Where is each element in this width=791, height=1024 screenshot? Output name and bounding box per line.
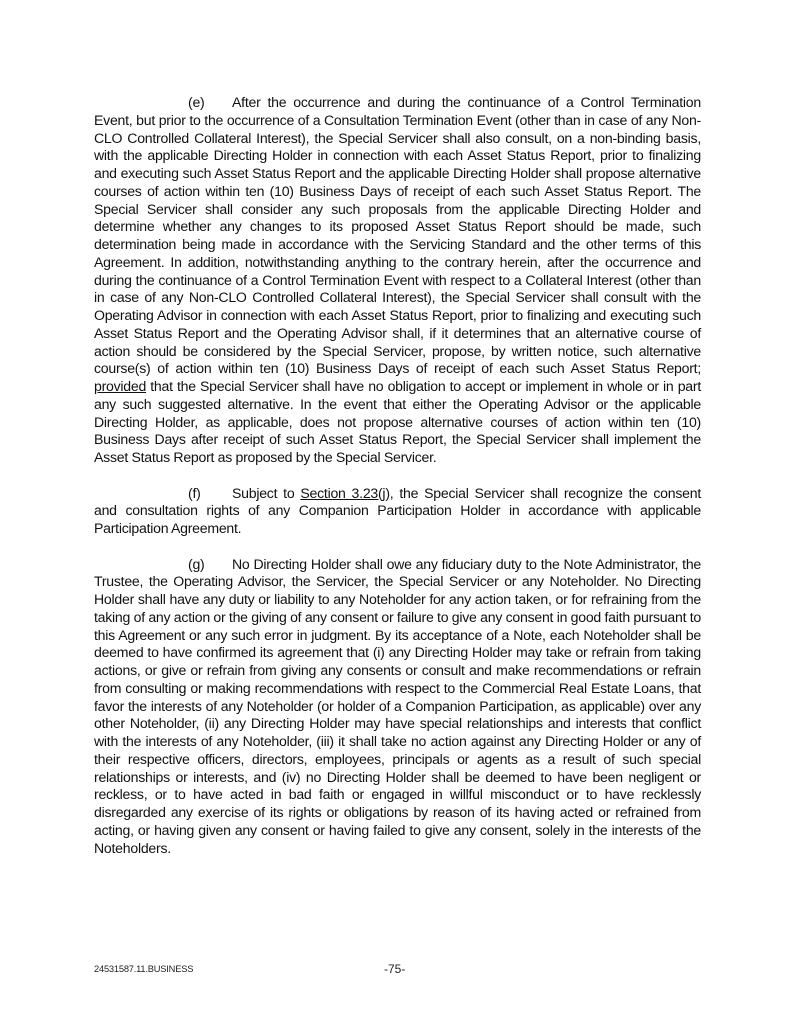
paragraph-text: that the Special Servicer shall have no obligation to accept or implement in whole or in part any such suggested alternative. In the event that either the Operating Advisor or the applicable Directing Holder, as applicable, does not propose alternative courses of action within ten (10) Business Days after receipt of such Asset Status Report, the Special Servicer shall implement the Asset Status Report as proposed by the Special Servicer. [94, 378, 701, 465]
defined-term-provided: provided [94, 378, 147, 394]
paragraph-g [94, 556, 701, 858]
paragraph-text: After the occurrence and during the continuance of a Control Termination Event, but prior to the occurrence of a Consultation Termination Event (other than in case of any Non-CLO Controlled Collateral Interest), the Special Servicer shall also consult, on a non-binding basis, with the applicable Directing Holder in connection with each Asset Status Report, prior to finalizing and executing such Asset Status Report and the applicable Directing Holder shall propose alternative courses of action within ten (10) Business Days of receipt of each such Asset Status Report. The Special Servicer shall consider any such proposals from the applicable Directing Holder and determine whether any changes to its proposed Asset Status Report should be made, such determination being made in accordance with the Servicing Standard and the other terms of this Agreement. In addition, notwithstanding anything to the contrary herein, after the occurrence and during the continuance of a Control Termination Event with respect to a Collateral Interest (other than in case of any Non-CLO Controlled Collateral Interest), the Special Servicer shall consult with the Operating Advisor in connection with each Asset Status Report, prior to finalizing and executing such Asset Status Report and the Operating Advisor shall, if it determines that an alternative course of action should be considered by the Special Servicer, propose, by written notice, such alternative course(s) of action within ten (10) Business Days of receipt of each such Asset Status Report; [94, 94, 701, 377]
paragraph-text: Subject to [232, 484, 301, 501]
document-page [94, 94, 701, 875]
paragraph-label: (e) [188, 94, 205, 110]
section-reference-link[interactable]: Section 3.23(j) [300, 484, 390, 501]
footer-page-number: -75- [384, 962, 406, 976]
paragraph-text: , the Special Servicer shall recognize the consent and consultation rights of any Companion Participation Holder in accordance with applicable Participation Agreement. [94, 484, 701, 536]
paragraph-text: No Directing Holder shall owe any fiduciary duty to the Note Administrator, the Trustee, the Operating Advisor, the Servicer, the Special Servicer or any Noteholder. No Directing Holder shall have any duty or liability to any Noteholder for any action taken, or for refraining from the taking of any action or the giving of any consent or failure to give any consent in good faith pursuant to this Agreement or any such error in judgment. By its acceptance of a Note, each Noteholder shall be deemed to have confirmed its agreement that (i) any Directing Holder may take or refrain from taking actions, or give or refrain from giving any consents or consult and make recommendations or refrain from consulting or making recommendations with respect to the Commercial Real Estate Loans, that favor the interests of any Noteholder (or holder of a Companion Participation, as applicable) over any other Noteholder, (ii) any Directing Holder may have special relationships and interests that conflict with the interests of any Noteholder, (iii) it shall take no action against any Directing Holder or any of their respective officers, directors, employees, principals or agents as a result of such special relationships or interests, and (iv) no Directing Holder shall be deemed to have been negligent or reckless, or to have acted in bad faith or engaged in willful misconduct or to have recklessly disregarded any exercise of its rights or obligations by reason of its having acted or refrained from acting, or having given any consent or having failed to give any consent, solely in the interests of the Noteholders. [94, 555, 701, 856]
paragraph-e [94, 94, 701, 467]
paragraph-label: (f) [188, 484, 201, 501]
paragraph-f [94, 485, 701, 538]
paragraph-label: (g) [188, 555, 205, 572]
footer-document-id: 24531587.11.BUSINESS [94, 964, 194, 974]
